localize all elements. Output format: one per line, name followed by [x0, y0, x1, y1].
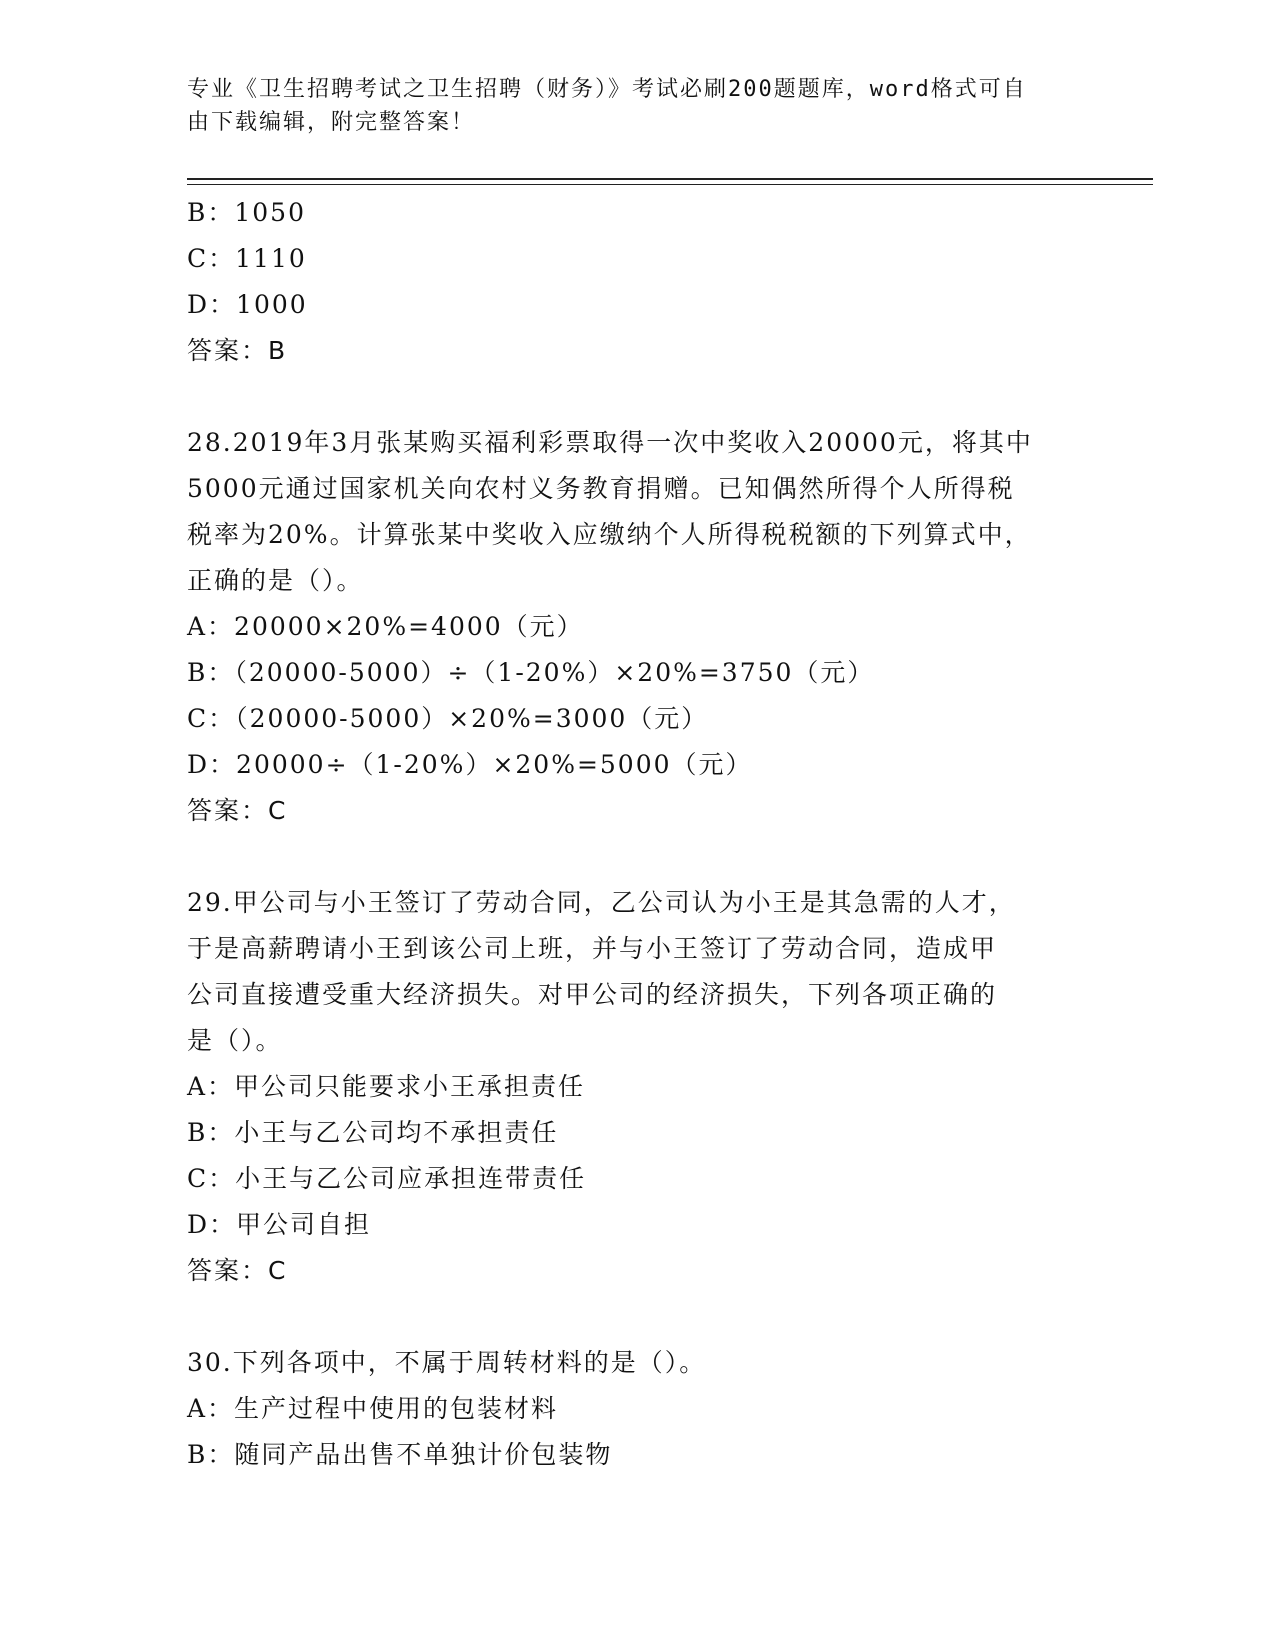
- option-c: C：1110: [187, 244, 307, 273]
- option-a: A：甲公司只能要求小王承担责任: [187, 1072, 586, 1101]
- answer-line: 答案：C: [187, 1256, 288, 1285]
- question-content: [187, 190, 1087, 1478]
- option-d: D：1000: [187, 290, 308, 319]
- option-b: B：1050: [187, 198, 306, 227]
- answer-line: 答案：B: [187, 336, 288, 365]
- option-c: C：小王与乙公司应承担连带责任: [187, 1164, 587, 1193]
- option-b: B：随同产品出售不单独计价包装物: [187, 1440, 613, 1469]
- option-a: A：20000×20%=4000（元）: [187, 612, 584, 641]
- prev-question-block: [187, 190, 1087, 374]
- spacer: [187, 374, 1087, 420]
- question-stem-line: 5000元通过国家机关向农村义务教育捐赠。已知偶然所得个人所得税: [187, 474, 1015, 503]
- header-line-1: 专业《卫生招聘考试之卫生招聘（财务）》考试必刷200题题库，word格式可自: [187, 77, 1027, 102]
- question-stem-line: 正确的是（）。: [187, 566, 364, 595]
- question-stem-line: 是（）。: [187, 1026, 283, 1055]
- question-29: [187, 880, 1087, 1294]
- page-header: [187, 73, 1067, 139]
- answer-line: 答案：C: [187, 796, 288, 825]
- header-rule-thin: [187, 184, 1153, 185]
- option-c: C：（20000-5000）×20%=3000（元）: [187, 704, 709, 733]
- question-stem-line: 于是高薪聘请小王到该公司上班，并与小王签订了劳动合同，造成甲: [187, 934, 998, 963]
- question-30: [187, 1340, 1087, 1478]
- question-stem-line: 29.甲公司与小王签订了劳动合同，乙公司认为小王是其急需的人才，: [187, 888, 1016, 917]
- question-stem-line: 税率为20%。计算张某中奖收入应缴纳个人所得税税额的下列算式中，: [187, 520, 1032, 549]
- spacer: [187, 1294, 1087, 1340]
- spacer: [187, 834, 1087, 880]
- option-b: B：小王与乙公司均不承担责任: [187, 1118, 559, 1147]
- question-stem-line: 30.下列各项中，不属于周转材料的是（）。: [187, 1348, 707, 1377]
- question-stem-line: 28.2019年3月张某购买福利彩票取得一次中奖收入20000元，将其中: [187, 428, 1033, 457]
- question-stem-line: 公司直接遭受重大经济损失。对甲公司的经济损失，下列各项正确的: [187, 980, 998, 1009]
- question-28: [187, 420, 1087, 834]
- header-rule-thick: [187, 178, 1153, 180]
- option-d: D：甲公司自担: [187, 1210, 372, 1239]
- header-line-2: 由下载编辑，附完整答案！: [187, 110, 476, 135]
- option-a: A：生产过程中使用的包装材料: [187, 1394, 559, 1423]
- option-d: D：20000÷（1-20%）×20%=5000（元）: [187, 750, 753, 779]
- option-b: B：（20000-5000）÷（1-20%）×20%=3750（元）: [187, 658, 875, 687]
